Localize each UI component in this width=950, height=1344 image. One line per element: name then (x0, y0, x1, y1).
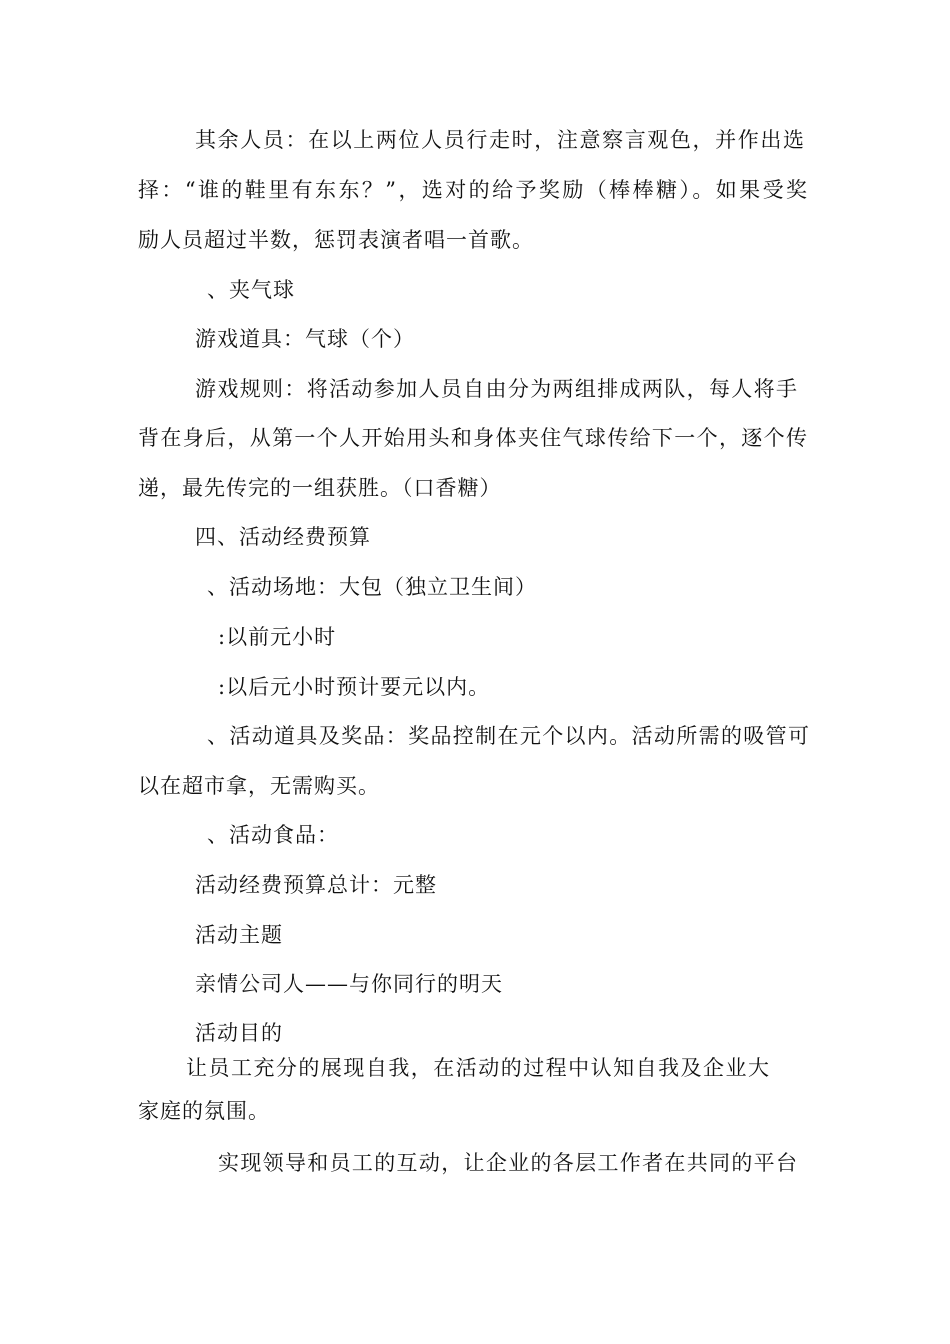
text-line: 家庭的氛围。 (138, 1099, 270, 1123)
text-line: :以后元小时预计要元以内。 (218, 675, 491, 699)
text-line: 择：“谁的鞋里有东东？”，选对的给予奖励（棒棒糖）。如果受奖 (138, 178, 808, 202)
text-line: 让员工充分的展现自我，在活动的过程中认知自我及企业大 (186, 1056, 770, 1080)
text-line: 实现领导和员工的互动，让企业的各层工作者在共同的平台 (218, 1151, 798, 1175)
text-line: 亲情公司人——与你同行的明天 (195, 972, 503, 996)
text-line: 活动经费预算总计：元整 (195, 873, 437, 897)
text-line: 、活动场地：大包（独立卫生间） (207, 575, 537, 599)
text-line: 、活动道具及奖品：奖品控制在元个以内。活动所需的吸管可 (207, 724, 810, 748)
text-line: 励人员超过半数，惩罚表演者唱一首歌。 (138, 228, 534, 252)
section-heading: 四、活动经费预算 (195, 525, 371, 549)
text-line: 、活动食品： (207, 823, 339, 847)
text-line: 游戏道具：气球（个） (195, 327, 415, 351)
text-line: 其余人员：在以上两位人员行走时，注意察言观色，并作出选 (195, 128, 805, 152)
section-heading: 活动主题 (195, 923, 283, 947)
text-line: 背在身后，从第一个人开始用头和身体夹住气球传给下一个，逐个传 (138, 426, 808, 450)
text-line: 递，最先传完的一组获胜。（口香糖） (138, 476, 502, 500)
text-line: 以在超市拿，无需购买。 (138, 774, 380, 798)
section-heading: 活动目的 (195, 1021, 283, 1045)
section-heading: 、夹气球 (207, 278, 295, 302)
text-line: 游戏规则：将活动参加人员自由分为两组排成两队，每人将手 (195, 377, 798, 401)
text-line: :以前元小时 (218, 625, 337, 649)
